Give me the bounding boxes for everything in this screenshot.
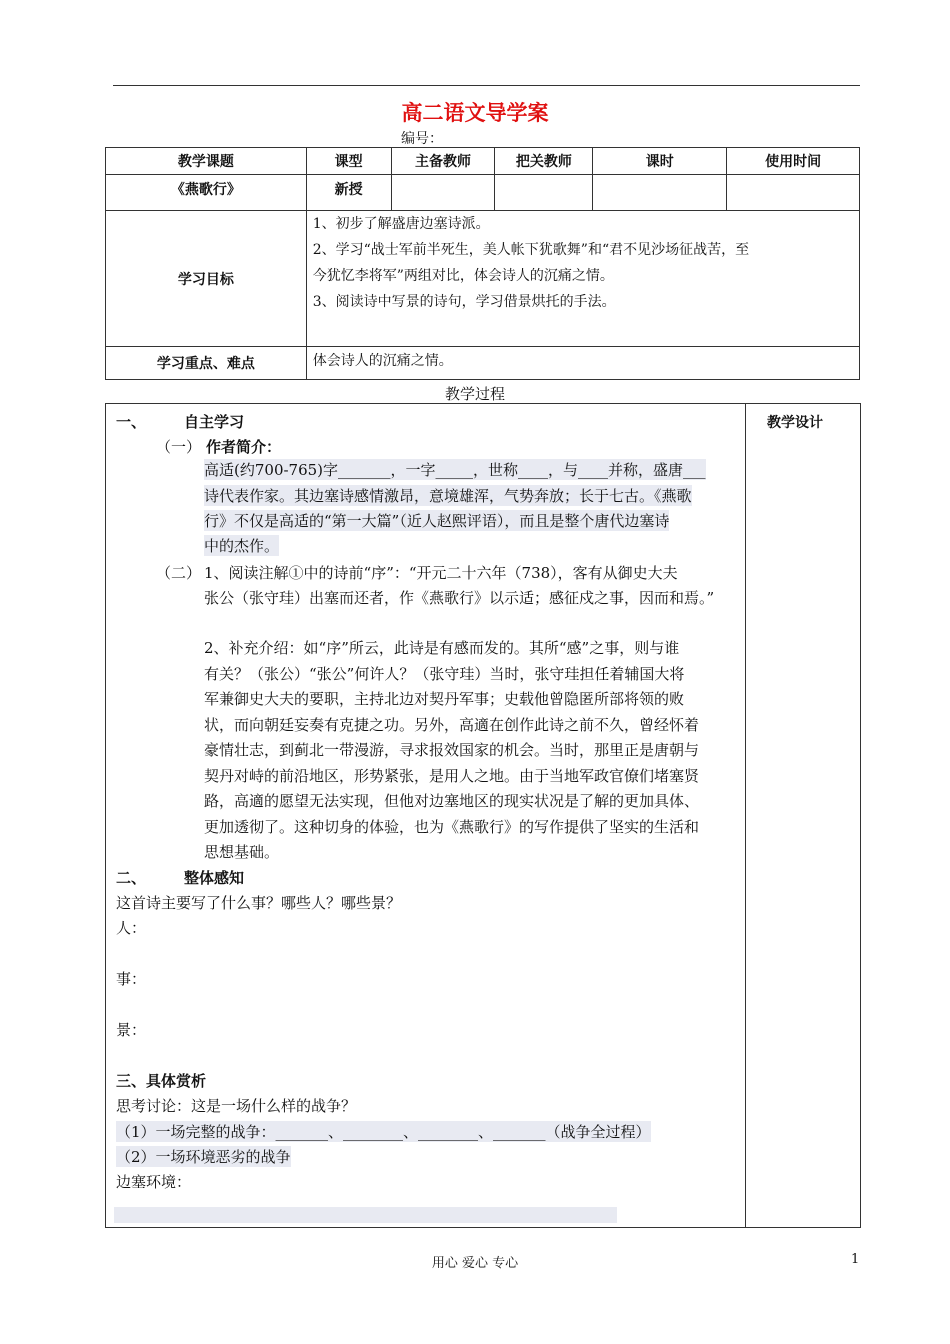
bio-line-4: 中的杰作。 [204, 537, 280, 555]
header-review-teacher: 把关教师 [495, 148, 593, 175]
page-title: 高二语文导学案 [401, 101, 549, 125]
footer-text: 用心 爱心 专心 [431, 1256, 519, 1271]
info-header-row [106, 148, 860, 175]
background-line-9: 思想基础。 [204, 843, 280, 861]
s2-title: 整体感知 [184, 869, 245, 887]
header-date: 使用时间 [727, 148, 860, 175]
review-teacher-value [495, 175, 593, 211]
background-line-3: 军兼御史大夫的要职，主持北边对契丹军事；史载他曾隐匿所部将领的败 [204, 690, 685, 708]
type-value: 新授 [306, 175, 391, 211]
page-number: 1 [851, 1252, 860, 1267]
goal-2b: 今犹忆李将军”两组对比，体会诗人的沉痛之情。 [312, 268, 614, 284]
s1b-number: （二） [156, 564, 202, 582]
header-course: 教学课题 [106, 148, 307, 175]
goals-row [106, 211, 860, 347]
s2-events: 事： [116, 970, 147, 988]
preface-line-1: 1、阅读注解①中的诗前“序”：“开元二十六年（738），客有从御史大夫 [204, 564, 678, 582]
s3-title: 三、具体赏析 [116, 1072, 207, 1090]
date-value [727, 175, 860, 211]
focus-label: 学习重点、难点 [106, 347, 307, 380]
preface-line-2: 张公（张守珪）出塞而还者，作《燕歌行》以示适；感征戍之事，因而和焉。” [204, 589, 715, 607]
s3-environment: 边塞环境： [116, 1173, 192, 1191]
goal-2a: 2、学习“战士军前半死生，美人帐下犹歌舞”和“君不见沙场征战苦，至 [312, 242, 750, 258]
s2-scenes: 景： [116, 1021, 147, 1039]
goal-3: 3、阅读诗中写景的诗句，学习借景烘托的手法。 [312, 294, 616, 310]
goals-cell [306, 211, 859, 347]
process-box [105, 403, 861, 1228]
s3-item-2: （2）一场环境恶劣的战争 [116, 1148, 291, 1166]
background-line-2: 有关？（张公）“张公”何许人？（张守珪）当时，张守珪担任着辅国大将 [204, 665, 685, 683]
focus-row [106, 347, 860, 380]
background-line-1: 2、补充介绍：如“序”所云，此诗是有感而发的。其所“感”之事，则与谁 [204, 639, 680, 657]
s2-number: 二、 [116, 869, 147, 887]
course-value: 《燕歌行》 [106, 175, 307, 211]
background-line-4: 状，而向朝廷妄奏有克捷之功。另外，高適在创作此诗之前不久，曾经怀着 [204, 716, 700, 734]
info-value-row [106, 175, 860, 211]
number-label: 编号： [401, 131, 443, 147]
header-rule [113, 85, 860, 86]
background-line-8: 更加透彻了。这种切身的体验，也为《燕歌行》的写作提供了坚实的生活和 [204, 818, 700, 836]
goals-label: 学习目标 [106, 211, 307, 347]
s1-number: 一、 [116, 413, 147, 431]
background-line-6: 契丹对峙的前沿地区，形势紧张，是用人之地。由于当地军政官僚们堵塞贤 [204, 767, 700, 785]
highlight-bar [114, 1207, 617, 1223]
s3-discussion: 思考讨论：这是一场什么样的战争？ [116, 1097, 357, 1115]
header-type: 课型 [306, 148, 391, 175]
s2-question: 这首诗主要写了什么事？哪些人？哪些景？ [116, 894, 402, 912]
background-line-7: 路，高適的愿望无法实现，但他对边塞地区的现实状况是了解的更加具体、 [204, 792, 700, 810]
header-lead-teacher: 主备教师 [391, 148, 495, 175]
s1-title: 自主学习 [184, 413, 245, 431]
info-table [105, 147, 860, 380]
focus-value: 体会诗人的沉痛之情。 [306, 347, 859, 380]
process-title: 教学过程 [444, 385, 505, 403]
period-value [593, 175, 727, 211]
s3-item-1: （1）一场完整的战争：_______、________、________、_______（战争全过程） [116, 1123, 651, 1141]
design-label: 教学设计 [767, 415, 823, 431]
process-divider [745, 404, 746, 1227]
lead-teacher-value [391, 175, 495, 211]
goal-1: 1、初步了解盛唐边塞诗派。 [312, 216, 490, 232]
s1a-number: （一） [156, 438, 202, 456]
bio-line-2: 诗代表作家。其边塞诗感情激昂，意境雄浑，气势奔放；长于七古。《燕歌 [204, 487, 692, 505]
header-period: 课时 [593, 148, 727, 175]
s2-people: 人： [116, 919, 147, 937]
bio-line-1: 高适(约700-765)字_______，一字_____，世称____，与____并称，盛唐___ [204, 461, 706, 479]
background-line-5: 豪情壮志，到蓟北一带漫游，寻求报效国家的机会。当时，那里正是唐朝与 [204, 741, 700, 759]
bio-line-3: 行》不仅是高适的“第一大篇”（近人赵熙评语），而且是整个唐代边塞诗 [204, 512, 670, 530]
s1a-title: 作者简介： [206, 438, 282, 456]
